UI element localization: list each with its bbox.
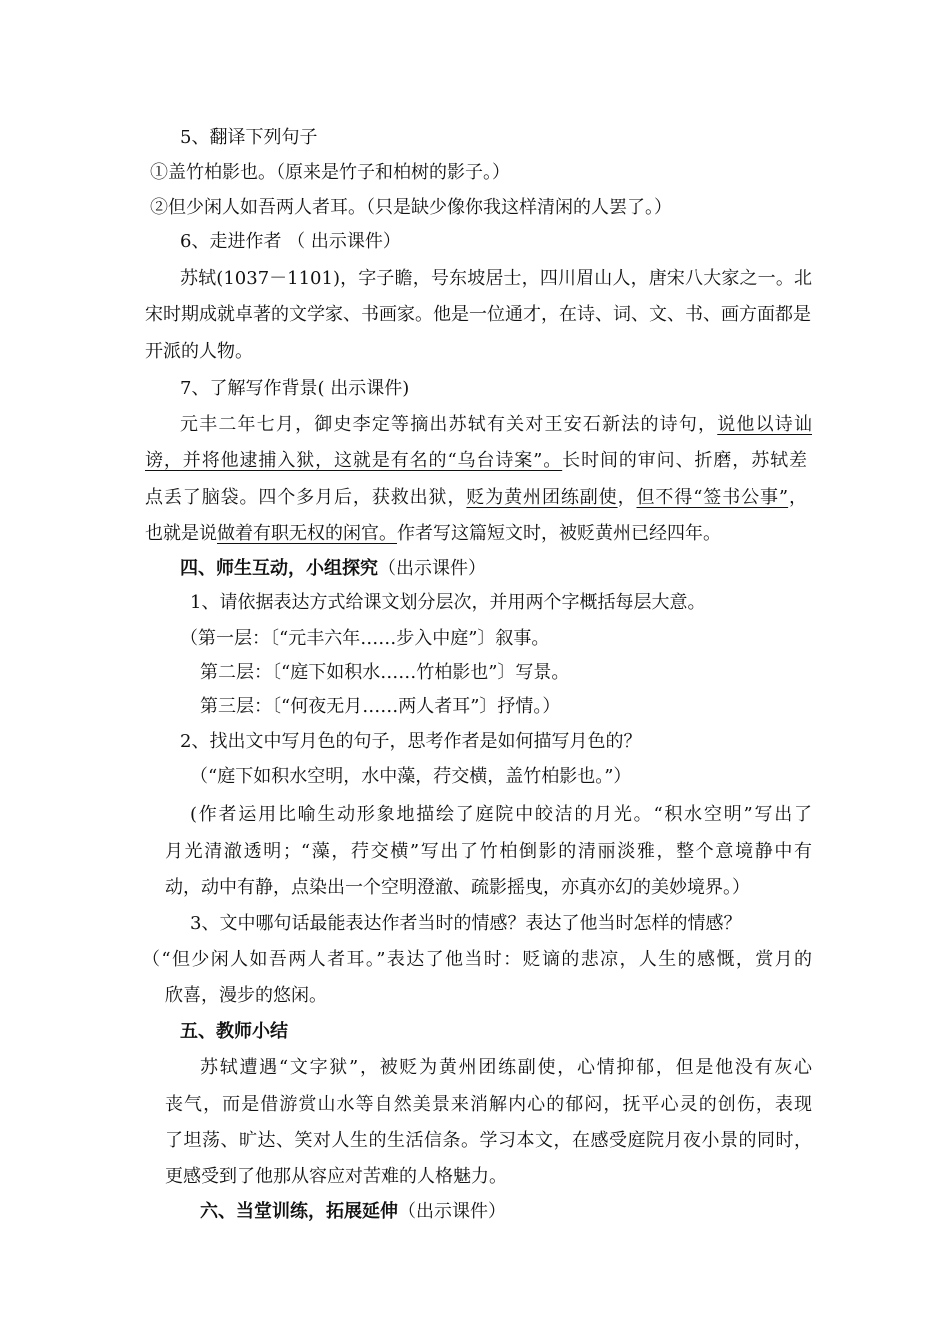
section5-para-line-3: 了坦荡、旷达、笑对人生的生活信条。学习本文，在感受庭院月夜小景的同时， [165, 1130, 812, 1151]
section4-question-1: 1、请依据表达方式给课文划分层次，并用两个字概括每层大意。 [190, 592, 706, 613]
section5-para-line-1: 苏轼遭遇“文字狱”，被贬为黄州团练副使，心情抑郁，但是他没有灰心 [200, 1057, 812, 1078]
section4-q1-answer-3: 第三层：〔“何夜无月……两人者耳”〕抒情。） [200, 696, 561, 717]
section5-title: 五、教师小结 [180, 1021, 288, 1042]
item6-heading: 6、走进作者 （ 出示课件） [180, 231, 401, 252]
section4-q2-answer-2: 月光清澈透明；“藻，荇交横”写出了竹柏倒影的清丽淡雅，整个意境静中有 [165, 841, 812, 862]
item6-para-line-3: 开派的人物。 [145, 341, 253, 362]
item5-sentence-1: ①盖竹柏影也。（原来是竹子和柏树的影子。） [150, 162, 510, 183]
section5-para-line-4: 更感受到了他那从容应对苦难的人格魅力。 [165, 1166, 507, 1187]
section4-title: 四、师生互动，小组探究（出示课件） [180, 558, 486, 579]
item7-para-line-2: 谤，并将他逮捕入狱，这就是有名的“乌台诗案”。长时间的审问、折磨，苏轼差 [145, 450, 808, 471]
item5-sentence-2: ②但少闲人如吾两人者耳。（只是缺少像你我这样清闲的人罢了。） [150, 197, 672, 218]
underlined-phrase: 谤，并将他逮捕入狱，这就是有名的“乌台诗案”。 [145, 450, 563, 471]
item6-para-line-1: 苏轼(1037－1101)，字子瞻，号东坡居士，四川眉山人，唐宋八大家之一。北 [180, 268, 812, 289]
underlined-phrase: 贬为黄州团练副使 [466, 487, 618, 508]
section6-title: 六、当堂训练，拓展延伸（出示课件） [200, 1201, 506, 1222]
item5-heading: 5、翻译下列句子 [180, 127, 318, 148]
underlined-phrase: 做着有职无权的闲官。 [217, 523, 397, 544]
section4-q3-answer-2: 欣喜，漫步的悠闲。 [165, 985, 327, 1006]
item7-para-line-3: 点丢了脑袋。四个多月后，获救出狱，贬为黄州团练副使，但不得“签书公事”， [145, 487, 808, 508]
section4-q1-answer-1: （第一层：〔“元丰六年……步入中庭”〕叙事。 [180, 628, 550, 649]
section4-q2-quote: （“庭下如积水空明，水中藻，荇交横，盖竹柏影也。”） [190, 766, 632, 787]
item7-para-line-4: 也就是说做着有职无权的闲官。作者写这篇短文时，被贬黄州已经四年。 [145, 523, 721, 544]
item7-para-line-1: 元丰二年七月，御史李定等摘出苏轼有关对王安石新法的诗句，说他以诗讪 [180, 414, 812, 435]
section4-q1-answer-2: 第二层：〔“庭下如积水……竹柏影也”〕写景。 [200, 662, 570, 683]
item7-heading: 7、了解写作背景( 出示课件) [180, 378, 410, 399]
section4-q2-answer-1: (作者运用比喻生动形象地描绘了庭院中皎洁的月光。“积水空明”写出了 [190, 804, 812, 825]
underlined-phrase: 但不得“签书公事” [636, 487, 789, 508]
section4-q3-answer-1: （“但少闲人如吾两人者耳。”表达了他当时：贬谪的悲凉，人生的感慨，赏月的 [142, 949, 812, 970]
section5-para-line-2: 丧气，而是借游赏山水等自然美景来消解内心的郁闷，抚平心灵的创伤，表现 [165, 1094, 812, 1115]
section4-question-3: 3、文中哪句话最能表达作者当时的情感？表达了他当时怎样的情感？ [190, 913, 742, 934]
item6-para-line-2: 宋时期成就卓著的文学家、书画家。他是一位通才，在诗、词、文、书、画方面都是 [145, 304, 811, 325]
section4-q2-answer-3: 动，动中有静，点染出一个空明澄澈、疏影摇曳，亦真亦幻的美妙境界。） [165, 877, 750, 898]
section4-question-2: 2、找出文中写月色的句子，思考作者是如何描写月色的？ [180, 731, 642, 752]
underlined-phrase: 说他以诗讪 [717, 414, 812, 435]
